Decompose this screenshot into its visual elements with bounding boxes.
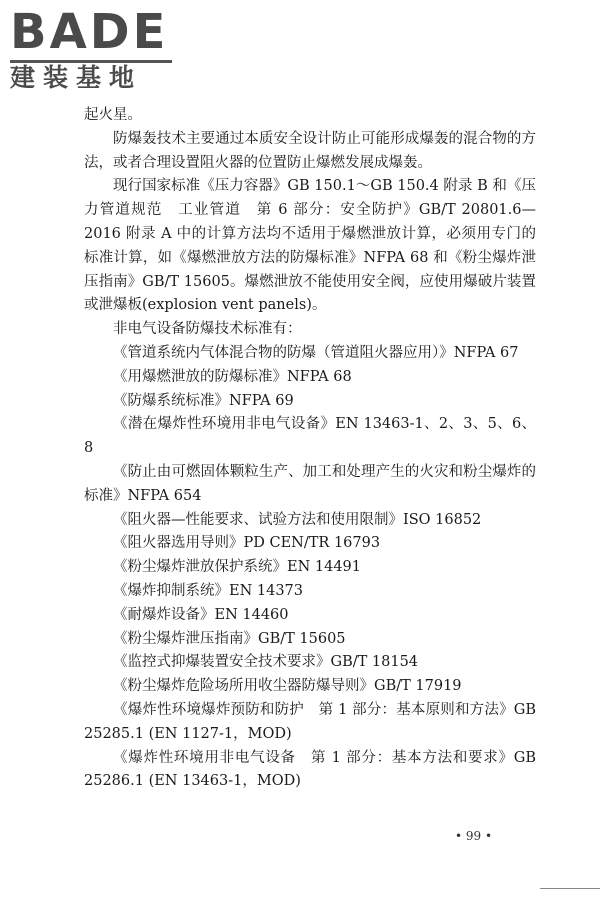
standard-list-item: 《爆炸性环境爆炸预防和防护 第 1 部分：基本原则和方法》GB 25285.1 (EN 1127-1，MOD) <box>84 701 536 742</box>
standard-list-item: 《管道系统内气体混合物的防爆（管道阻火器应用）》NFPA 67 <box>113 344 519 361</box>
bade-logo <box>10 6 180 94</box>
standard-list-item: 《爆炸性环境用非电气设备 第 1 部分：基本方法和要求》GB 25286.1 (EN 13463-1，MOD) <box>84 749 536 790</box>
standard-list-item: 《耐爆炸设备》EN 14460 <box>113 606 289 623</box>
bottom-rule <box>540 888 600 889</box>
standard-list-item: 《粉尘爆炸危险场所用收尘器防爆导则》GB/T 17919 <box>113 678 462 695</box>
paragraph-continuation: 起火星。 <box>84 107 142 123</box>
page-number: • 99 • <box>455 829 493 843</box>
standard-list-item: 《防止由可燃固体颗粒生产、加工和处理产生的火灾和粉尘爆炸的标准》NFPA 654 <box>84 463 536 504</box>
standard-list-item: 《阻火器选用导则》PD CEN/TR 16793 <box>113 535 381 552</box>
logo-brand-text: BADE <box>10 4 169 60</box>
paragraph-detonation-prevention: 防爆轰技术主要通过本质安全设计防止可能形成爆轰的混合物的方法，或者合理设置阻火器的位置防止爆燃发展成爆轰。 <box>84 130 536 171</box>
standard-list-item: 《粉尘爆炸泄压指南》GB/T 15605 <box>113 630 346 647</box>
paragraph-standards-intro: 非电气设备防爆技术标准有： <box>113 321 302 338</box>
page-body-text <box>84 104 536 794</box>
standard-list-item: 《阻火器—性能要求、试验方法和使用限制》ISO 16852 <box>113 511 482 528</box>
standard-list-item: 《防爆系统标准》NFPA 69 <box>113 392 294 409</box>
standard-list-item: 《爆炸抑制系统》EN 14373 <box>113 582 304 599</box>
standard-list-item: 《用爆燃泄放的防爆标准》NFPA 68 <box>113 368 352 385</box>
logo-subtitle: 建装基地 <box>10 63 143 92</box>
standard-list-item: 《粉尘爆炸泄放保护系统》EN 14491 <box>113 559 362 576</box>
paragraph-venting-standards: 现行国家标准《压力容器》GB 150.1～GB 150.4 附录 B 和《压力管道规范 工业管道 第 6 部分：安全防护》GB/T 20801.6—2016 附录 A 中的计算方法均不适用于爆燃泄放计算，必须用专门的标准计算，如《爆燃泄放方法的防爆标准》NFPA 68 和《粉尘爆炸泄压指南》GB/T 15605。爆燃泄放不能使用安全阀，应使用爆破片装置或泄爆板(explosion vent panels)。 <box>84 178 536 314</box>
standard-list-item: 《潜在爆炸性环境用非电气设备》EN 13463-1、2、3、5、6、8 <box>84 416 536 457</box>
standard-list-item: 《监控式抑爆装置安全技术要求》GB/T 18154 <box>113 654 419 671</box>
